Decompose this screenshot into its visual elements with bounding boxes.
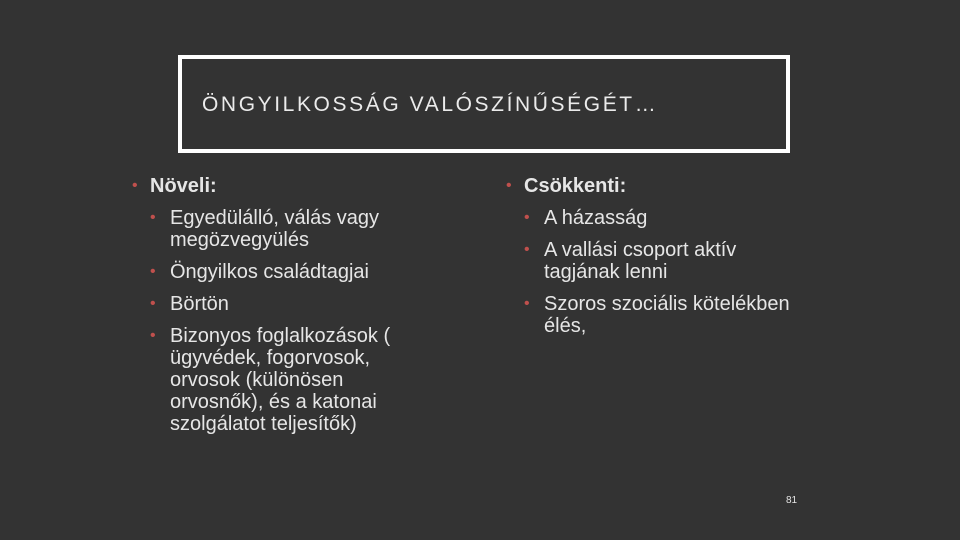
list-item-text: Egyedülálló, válás vagy megözvegyülés [170, 207, 380, 251]
bullet-icon: • [150, 295, 156, 312]
list-item [150, 325, 442, 435]
increases-column [132, 175, 442, 445]
list-item [524, 239, 806, 283]
increases-heading: Növeli: [150, 175, 217, 197]
increases-section [132, 175, 442, 435]
decreases-heading: Csökkenti: [524, 175, 627, 197]
list-item [150, 293, 442, 315]
title-frame [178, 55, 790, 153]
list-item-text: A vallási csoport aktív tagjának lenni [544, 239, 737, 283]
decreases-column [506, 175, 806, 347]
page-number: 81 [786, 495, 798, 506]
slide-title: ÖNGYILKOSSÁG VALÓSZÍNŰSÉGÉT… [202, 93, 659, 116]
list-item-text: Öngyilkos családtagjai [170, 261, 369, 283]
list-item-text: A házasság [544, 207, 648, 229]
bullet-icon: • [506, 177, 512, 194]
list-item-text: Börtön [170, 293, 229, 315]
list-item [150, 261, 442, 283]
list-item-text: Szoros szociális kötelékben élés, [544, 293, 790, 337]
bullet-icon: • [150, 327, 156, 344]
bullet-icon: • [524, 241, 530, 258]
decreases-section [506, 175, 806, 337]
bullet-icon: • [150, 263, 156, 280]
bullet-icon: • [132, 177, 138, 194]
bullet-icon: • [524, 209, 530, 226]
list-item-text: Bizonyos foglalkozások ( ügyvédek, fogorvosok, orvosok (különösen orvosnők), és a katonai szolgálatot teljesítők) [170, 325, 391, 435]
list-item [524, 207, 806, 229]
bullet-icon: • [524, 295, 530, 312]
list-item [150, 207, 442, 251]
bullet-icon: • [150, 209, 156, 226]
list-item [524, 293, 806, 337]
